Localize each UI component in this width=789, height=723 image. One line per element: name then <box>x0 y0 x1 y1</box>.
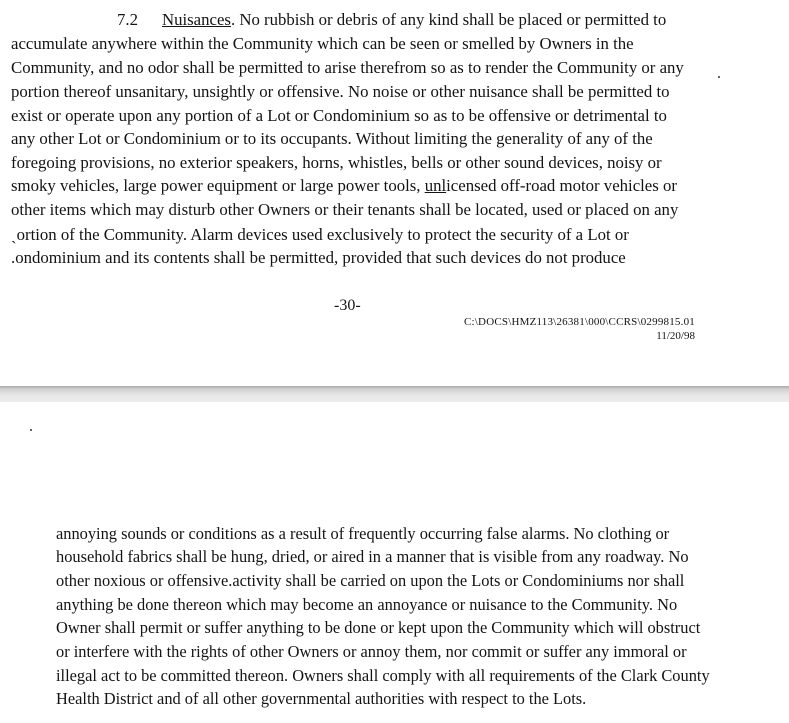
paragraph-line <box>11 176 677 196</box>
paragraph-line: exist or operate upon any portion of a Lot or Condominium so as to be offensive or detrimental to <box>11 106 667 125</box>
paragraph-line: .ondominium and its contents shall be permitted, provided that such devices do not produce <box>11 248 626 267</box>
scan-speck <box>718 76 720 78</box>
section-number: 7.2 <box>117 10 138 29</box>
page-number: -30- <box>334 297 361 314</box>
paragraph-line: accumulate anywhere within the Community which can be seen or smelled by Owners in the <box>11 34 634 53</box>
paragraph-line: or interfere with the rights of other Owners or annoy them, nor commit or suffer any immoral or <box>56 642 687 661</box>
paragraph-line: any other Lot or Condominium or to its occupants. Without limiting the generality of any of the <box>11 129 653 148</box>
paragraph-line: foregoing provisions, no exterior speakers, horns, whistles, bells or other sound devices, noisy or <box>11 153 662 172</box>
paragraph-line: portion thereof unsanitary, unsightly or offensive. No noise or other nuisance shall be permitted to <box>11 82 670 101</box>
section-first-line-text: . No rubbish or debris of any kind shall be placed or permitted to <box>230 10 667 29</box>
scan-speck <box>30 429 32 431</box>
section-heading-line <box>11 10 666 30</box>
paragraph-line: illegal act to be committed thereon. Owners shall comply with all requirements of the Clark County <box>56 666 710 685</box>
paragraph-line: Community, and no odor shall be permitted to arise therefrom so as to render the Community or any <box>11 58 684 77</box>
paragraph-line: anything be done thereon which may become an annoyance or nuisance to the Community. No <box>56 595 678 614</box>
paragraph-line: other noxious or offensive.activity shall be carried on upon the Lots or Condominiums nor shall <box>56 571 685 590</box>
page-separator <box>0 386 789 402</box>
document-date-footer: 11/20/98 <box>656 330 695 342</box>
document-path-footer: C:\DOCS\HMZ113\26381\000\CCRS\0299815.01 <box>464 316 695 328</box>
paragraph-line: other items which may disturb other Owners or their tenants shall be located, used or placed on any <box>11 200 679 219</box>
line-text-after: icensed off-road motor vehicles or <box>446 176 677 195</box>
document-page-bottom <box>0 402 789 723</box>
paragraph-line: ˎortion of the Community. Alarm devices used exclusively to protect the security of a Lot or <box>11 225 629 244</box>
paragraph-line: household fabrics shall be hung, dried, or aired in a manner that is visible from any roadway. No <box>56 547 689 566</box>
paragraph-line: Health District and of all other governmental authorities with respect to the Lots. <box>56 689 587 708</box>
paragraph-line: Owner shall permit or suffer anything to be done or kept upon the Community which will obstruct <box>56 618 701 637</box>
line-text-before: smoky vehicles, large power equipment or large power tools, <box>11 176 425 195</box>
underlined-fragment: unl <box>424 176 447 195</box>
paragraph-line: annoying sounds or conditions as a result of frequently occurring false alarms. No clothing or <box>56 524 670 543</box>
section-title: Nuisances <box>161 10 231 29</box>
